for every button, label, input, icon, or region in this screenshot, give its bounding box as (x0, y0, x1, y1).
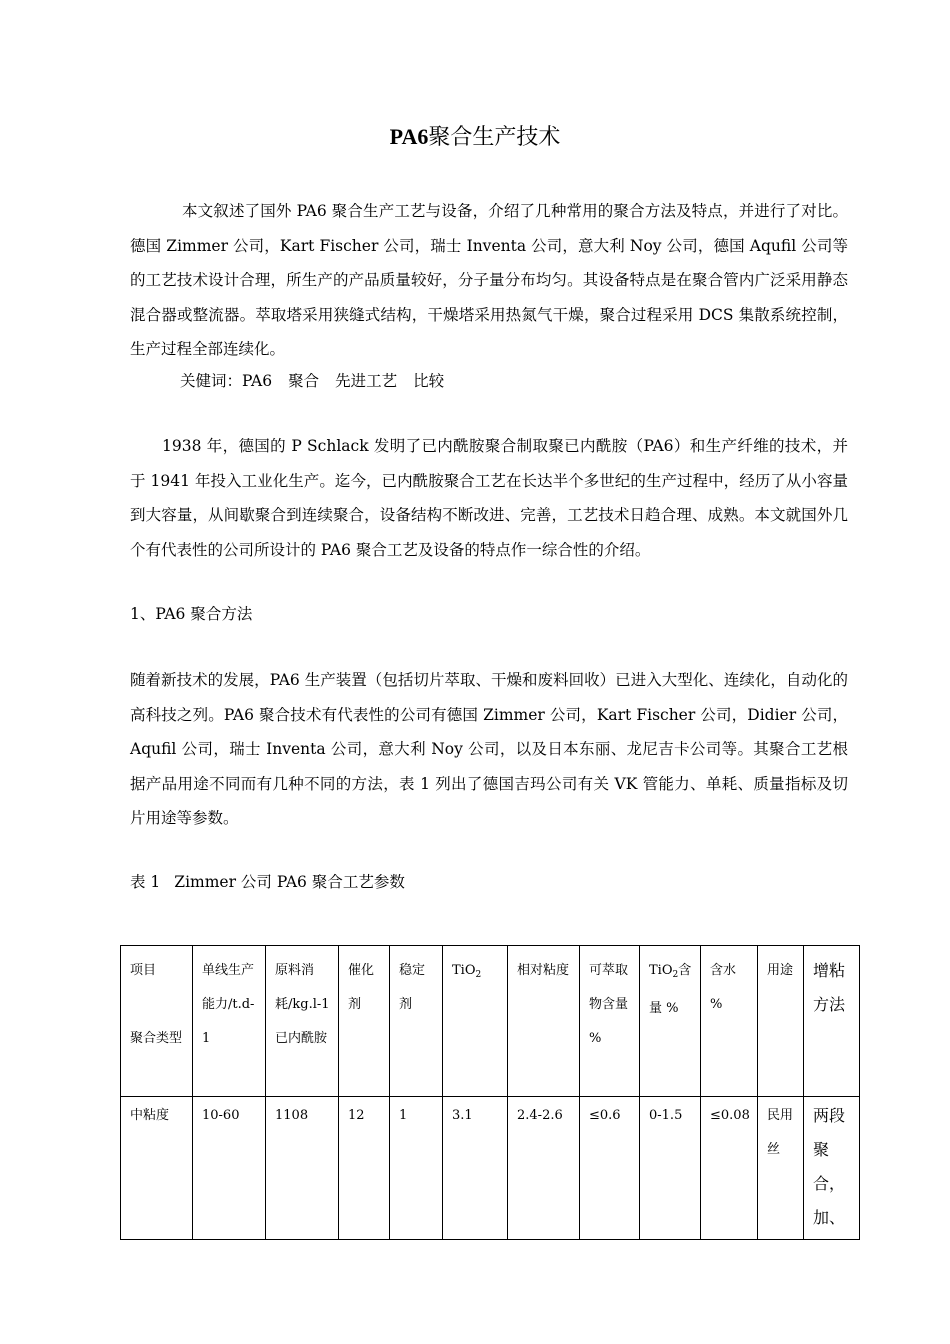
header-use: 用途 (758, 946, 804, 1097)
cell-catalyst: 12 (339, 1097, 390, 1240)
document-title (0, 120, 950, 151)
cell-type: 中粘度 (121, 1097, 193, 1240)
abstract-paragraph: 本文叙述了国外 PA6 聚合生产工艺与设备，介绍了几种常用的聚合方法及特点，并进行了对比。德国 Zimmer 公司，Kart Fischer 公司，瑞士 Inventa 公司，意大利 Noy 公司，德国 Aqufil 公司等的工艺技术设计合理，所生产的产品质量较好，分子量分布均匀。其设备特点是在聚合管内广泛采用静态混合器或整流器。萃取塔采用狭缝式结构，干燥塔采用热氮气干燥，聚合过程采用 DCS 集散系统控制，生产过程全部连续化。 (130, 202, 848, 358)
header-method: 增粘方法 (804, 946, 860, 1097)
title-rest: 聚合生产技术 (428, 125, 561, 150)
tio2-content-sub: 2 (672, 970, 679, 980)
section-heading: 1、PA6 聚合方法 (130, 605, 253, 623)
header-raw: 原料消耗/kg.l-1 已内酰胺 (266, 946, 339, 1097)
title-bold: PA6 (389, 124, 429, 149)
table-caption-text: Zimmer 公司 PA6 聚合工艺参数 (174, 873, 405, 891)
parameters-table (120, 945, 860, 1240)
cell-method: 两段聚合，加、 (804, 1097, 860, 1240)
table-row (121, 1097, 860, 1240)
table-caption-label: 表 1 (130, 873, 161, 891)
tio2-content-text: TiO (649, 963, 673, 978)
cell-tio2-content: 0-1.5 (640, 1097, 701, 1240)
keyword: 先进工艺 (335, 372, 398, 390)
header-viscosity: 相对粘度 (508, 946, 580, 1097)
cell-capacity: 10-60 (193, 1097, 266, 1240)
tio2-content-rest: 含量 % (649, 963, 692, 1016)
header-stabilizer: 稳定剂 (390, 946, 443, 1097)
header-water: 含水 % (701, 946, 758, 1097)
header-capacity: 单线生产能力/t.d-1 (193, 946, 266, 1097)
header-item-top: 项目 (130, 963, 157, 978)
header-item-bottom: 聚合类型 (130, 1031, 183, 1046)
section-paragraph: 随着新技术的发展，PA6 生产装置（包括切片萃取、干燥和废料回收）已进入大型化、连续化，自动化的高科技之列。PA6 聚合技术有代表性的公司有德国 Zimmer 公司，Kart Fischer 公司，Didier 公司，Aqufil 公司，瑞士 Inventa 公司，意大利 Noy 公司，以及日本东丽、龙尼吉卡公司等。其聚合工艺根据产品用途不同而有几种不同的方法，表 1 列出了德国吉玛公司有关 VK 管能力、单耗、质量指标及切片用途等参数。 (130, 671, 848, 827)
keywords-label: 关健词： (180, 372, 243, 390)
header-catalyst: 催化剂 (339, 946, 390, 1097)
keywords-line (130, 364, 848, 399)
keyword: PA6 (242, 372, 273, 390)
cell-use: 民用丝 (758, 1097, 804, 1240)
cell-viscosity: 2.4-2.6 (508, 1097, 580, 1240)
tio2-sub: 2 (475, 970, 482, 980)
header-tio2-content (640, 946, 701, 1097)
table-header-row (121, 946, 860, 1097)
cell-raw: 1108 (266, 1097, 339, 1240)
cell-extractable: ≤0.6 (580, 1097, 640, 1240)
table-caption (130, 865, 848, 900)
cell-tio2: 3.1 (443, 1097, 508, 1240)
intro-paragraph: 1938 年，德国的 P Schlack 发明了已内酰胺聚合制取聚已内酰胺（PA6）和生产纤维的技术，并于 1941 年投入工业化生产。迄今，已内酰胺聚合工艺在长达半个多世纪的生产过程中，经历了从小容量到大容量，从间歇聚合到连续聚合，设备结构不断改进、完善，工艺技术日趋合理、成熟。本文就国外几个有代表性的公司所设计的 PA6 聚合工艺及设备的特点作一综合性的介绍。 (130, 437, 848, 559)
header-tio2 (443, 946, 508, 1097)
keyword: 比较 (413, 372, 445, 390)
cell-water: ≤0.08 (701, 1097, 758, 1240)
header-extractable: 可萃取物含量 % (580, 946, 640, 1097)
keyword: 聚合 (288, 372, 320, 390)
header-item (121, 946, 193, 1097)
tio2-text: TiO (452, 963, 476, 978)
cell-stabilizer: 1 (390, 1097, 443, 1240)
